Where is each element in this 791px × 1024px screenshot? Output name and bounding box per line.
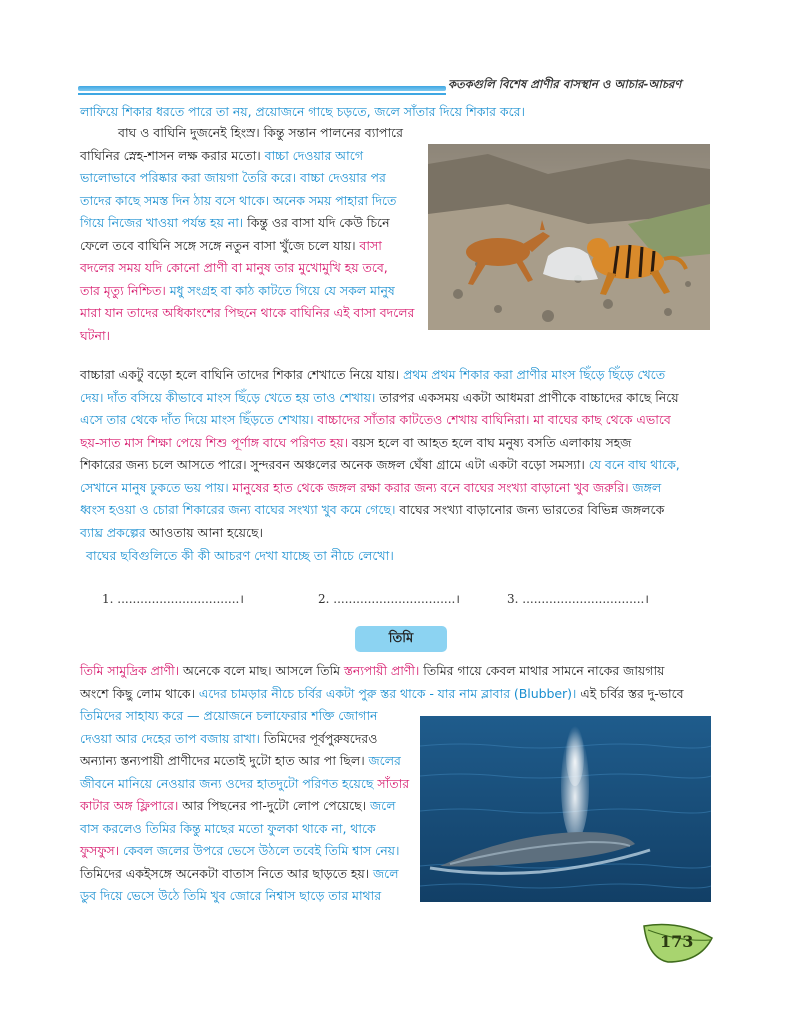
exercise-question: বাঘের ছবিগুলিতে কী কী আচরণ দেখা যাচ্ছে তা নীচে লেখো। (86, 548, 394, 563)
whale-photo (420, 716, 711, 902)
text-span: শিকারের জন্য চলে আসতে পারে। সুন্দরবন অঞ্চলের অনেক জঙ্গল ঘেঁষা গ্রামে এটা একটা বড়ো সমস্যা। (80, 457, 589, 472)
text-span: তিমির গায়ে কেবল মাথার সামনে নাকের জায়গায় (423, 663, 665, 678)
text-span: তার মৃত্যু নিশ্চিত। (80, 282, 170, 298)
text-span: অন্যান্য স্তন্যপায়ী প্রাণীদের মতোই দুটো হাত আর পা ছিল। (80, 753, 369, 768)
text-span: বয়স হলে বা আহত হলে বাঘ মনুষ্য বসতি এলাকায় সহজ (351, 434, 632, 450)
text-span: এই চর্বির স্তর দু-ভাবে (576, 685, 684, 701)
text-span: অংশে কিছু লোম থাকে। (80, 685, 199, 701)
answer-blank-3[interactable]: 3. ................................। (507, 592, 649, 606)
text-span: দেওয়া আর দেহের তাপ বজায় রাখা। (80, 730, 264, 746)
text-span: কেবল জলের উপরে ভেসে উঠলে তবেই তিমি শ্বাস নেয়। (122, 843, 400, 858)
text-line: ভালোভাবে পরিষ্কার করা জায়গা তৈরি করে। বাচ্চা দেওয়ার পর (80, 170, 386, 185)
tiger-chase-illustration (428, 144, 710, 330)
tiger-photo (428, 144, 710, 330)
page-number-badge (640, 920, 720, 966)
answer-blank-1[interactable]: 1. ................................। (102, 592, 244, 606)
text-span: এসে তার থেকে দাঁত দিয়ে মাংস ছিঁড়তে শেখায়। (80, 412, 318, 427)
text-span: ফেলে তবে বাঘিনি সঙ্গে সঙ্গে নতুন বাসা খুঁজে চলে যায়। (80, 237, 360, 253)
header-rule (78, 86, 446, 91)
text-span: সেখানে মানুষ ঢুকতে ভয় পায়। (80, 479, 233, 495)
text-span: বাঘিনির স্নেহ-শাসন লক্ষ করার মতো। (80, 147, 265, 163)
tiger-paragraph (80, 122, 430, 347)
text-span: ছয়-সাত মাস শিক্ষা পেয়ে শিশু পূর্ণাঙ্গ বাঘে পরিণত হয়। (80, 434, 352, 450)
intro-line: লাফিয়ে শিকার ধরতে পারে তা নয়, প্রয়োজনে গাছে চড়তে, জলে সাঁতার দিয়ে শিকার করে। (80, 104, 525, 119)
text-line: বাঘ ও বাঘিনি দুজনেই হিংস্র। কিন্তু সন্তান পালনের ব্যাপারে (118, 125, 403, 140)
text-span: এদের চামড়ার নীচে চর্বির একটা পুরু স্তর থাকে - যার নাম ব্লাবার (Blubber)। (198, 685, 577, 701)
text-span: তারপর একসময় একটা আধমরা প্রাণীকে বাচ্চাদের কাছে নিয়ে (379, 389, 679, 405)
text-span: যে বনে বাঘ থাকে, (588, 457, 680, 472)
text-span: আর পিছনের পা-দুটো লোপ পেয়েছে। (182, 798, 370, 813)
text-span: গিয়ে নিজের খাওয়া পর্যন্ত হয় না। (80, 215, 248, 230)
text-span: মানুষের হাত থেকে জঙ্গল রক্ষা করার জন্য বনে বাঘের সংখ্যা বাড়ানো খুব জরুরি। (232, 479, 633, 495)
text-span: জীবনে মানিয়ে নেওয়ার জন্য ওদের হাতদুটো পরিণত হয়েছে (80, 775, 378, 791)
text-span: কিন্তু ওর বাসা যদি কেউ চিনে (247, 215, 390, 230)
text-span: বাঘের সংখ্যা বাড়ানোর জন্য ভারতের বিভিন্ন জঙ্গলকে (399, 502, 665, 517)
text-span: তিমি সামুদ্রিক প্রাণী। (80, 663, 183, 678)
answer-blank-2[interactable]: 2. ................................। (318, 592, 460, 606)
text-span: জঙ্গল (632, 479, 662, 495)
whale-spout-illustration (420, 716, 711, 902)
text-span: সাঁতার (377, 775, 410, 791)
text-span: বাচ্চাদের সাঁতার কাটতেও শেখায় বাঘিনিরা। মা বাঘের কাছ থেকে এভাবে (317, 412, 671, 427)
cubs-paragraph (80, 364, 720, 544)
header-rule-thin (78, 93, 446, 95)
text-span: ফুসফুস। (80, 843, 123, 858)
text-line: মারা যান তাদের অধিকাংশের পিছনে থাকে বাঘিনির এই বাসা বদলের (80, 305, 415, 320)
text-span: প্রথম প্রথম শিকার করা প্রাণীর মাংস ছিঁড়ে ছিঁড়ে খেতে (403, 367, 666, 382)
text-span: তিমিদের একইসঙ্গে অনেকটা বাতাস নিতে আর ছাড়তে হয়। (80, 865, 374, 881)
text-span: জলের (368, 753, 401, 768)
text-span: দেয়। দাঁত বসিয়ে কীভাবে মাংস ছিঁড়ে খেতে হয় তাও শেখায়। (80, 389, 380, 405)
text-line: ঘটনা। (80, 327, 110, 343)
text-span: জলে (369, 798, 396, 813)
text-span: কাটার অঙ্গ ফ্লিপারে। (80, 798, 183, 813)
text-span: তিমিদের পূর্বপুরুষদেরও (263, 730, 378, 746)
text-line: তিমিদের সাহায্য করে — প্রয়োজনে চলাফেরার শক্তি জোগান (80, 708, 378, 723)
running-header-title: কতকগুলি বিশেষ প্রাণীর বাসস্থান ও আচার-আচরণ (448, 77, 682, 91)
whale-paragraph-intro (80, 660, 720, 705)
page-number: 173 (660, 932, 694, 951)
text-span: অনেকে বলে মাছ। আসলে তিমি (182, 663, 344, 678)
text-span: আওতায় আনা হয়েছে। (145, 524, 263, 540)
text-line: বাস করলেও তিমির কিন্তু মাছের মতো ফুলকা থাকে না, থাকে (80, 820, 376, 836)
text-line: ডুব দিয়ে ভেসে উঠে তিমি খুব জোরে নিশ্বাস ছাড়ে তার মাথার (80, 888, 382, 903)
text-span: ব্যাঘ্র প্রকল্পের (80, 524, 146, 540)
text-line: বদলের সময় যদি কোনো প্রাণী বা মানুষ তার মুখোমুখি হয় তবে, (80, 260, 388, 275)
text-span: বাচ্চা দেওয়ার আগে (264, 147, 363, 163)
text-span: বাসা (359, 237, 382, 253)
text-span: জলে (373, 865, 399, 881)
section-heading-whale: তিমি (355, 626, 447, 652)
text-span: মধু সংগ্রহ বা কাঠ কাটতে গিয়ে যে সকল মানুষ (169, 282, 395, 298)
text-line: তাদের কাছে সমস্ত দিন ঠায় বসে থাকে। অনেক সময় পাহারা দিতে (80, 192, 397, 208)
whale-paragraph (80, 705, 420, 908)
text-span: স্তন্যপায়ী প্রাণী। (343, 663, 424, 678)
text-span: বাচ্চারা একটু বড়ো হলে বাঘিনি তাদের শিকার শেখাতে নিয়ে যায়। (80, 367, 404, 382)
text-span: ধ্বংস হওয়া ও চোরা শিকারের জন্য বাঘের সংখ্যা খুব কমে গেছে। (80, 502, 400, 517)
